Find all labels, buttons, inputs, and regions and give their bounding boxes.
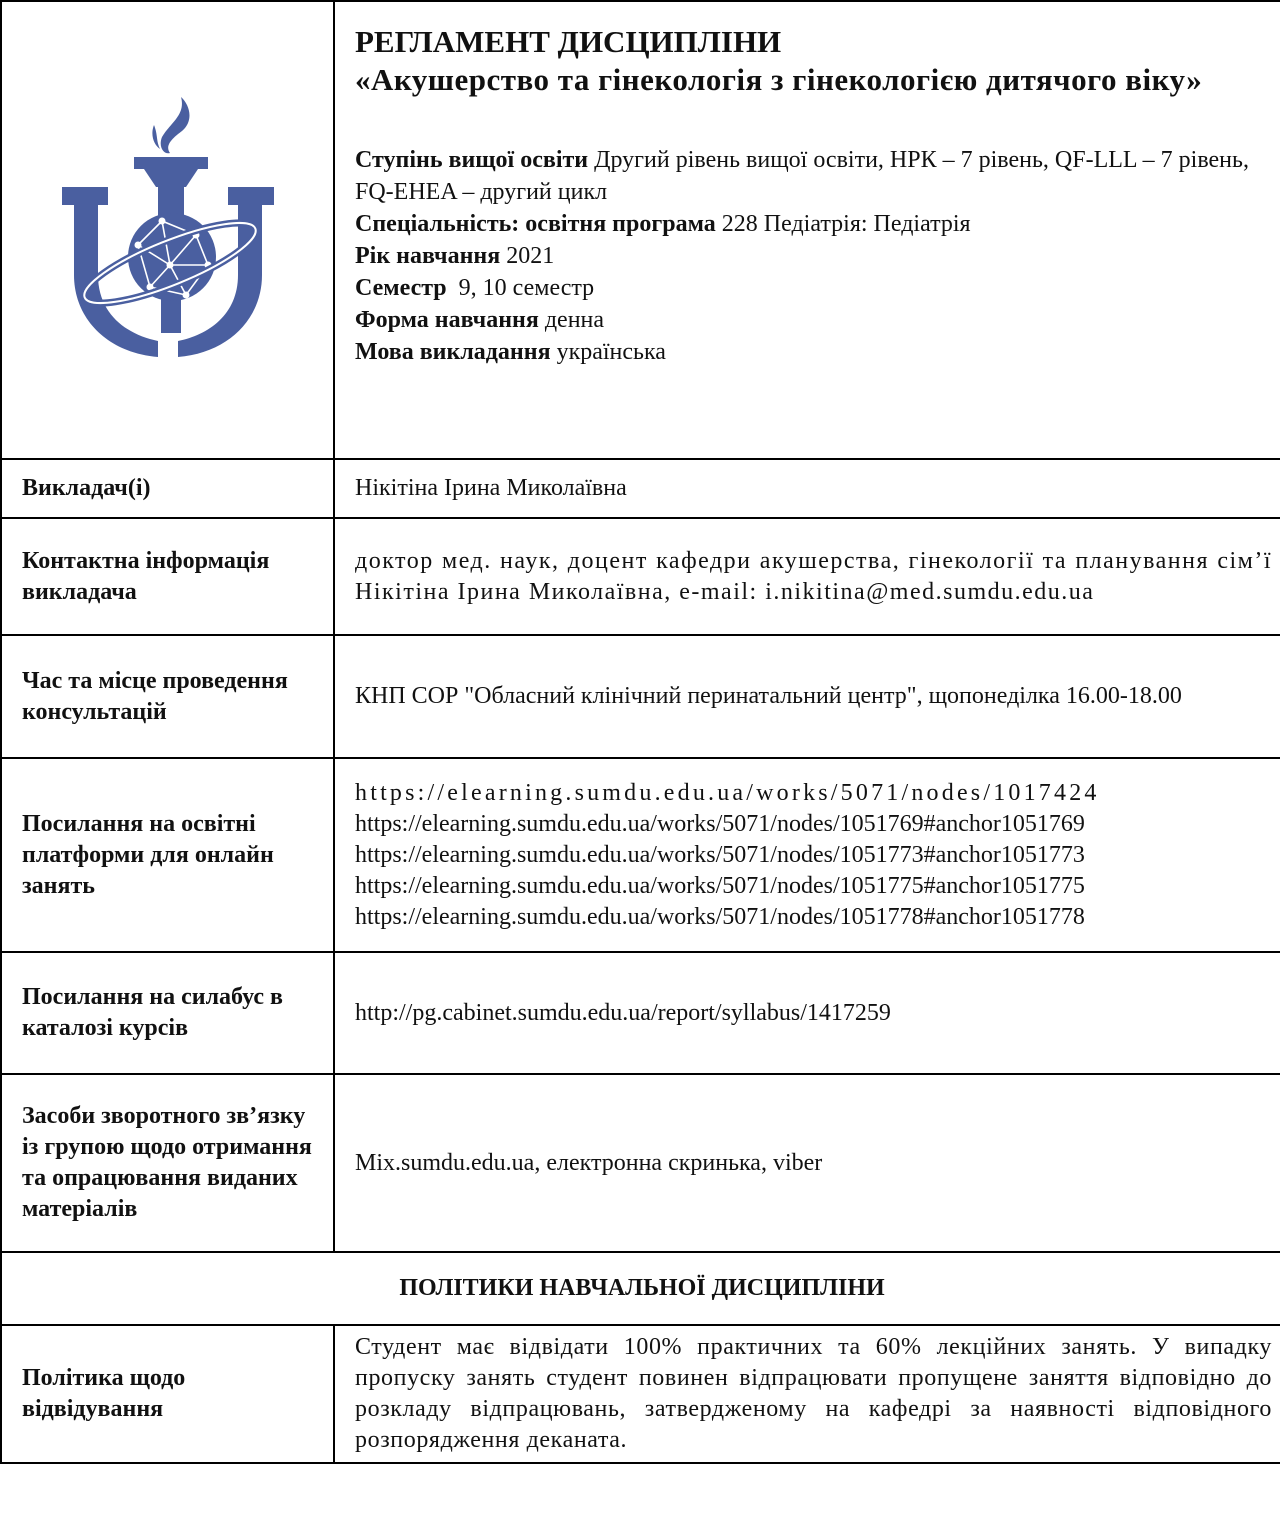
platform-link[interactable]: https://elearning.sumdu.edu.ua/works/5071/nodes/1017424 [355,779,1100,806]
university-logo-icon [58,95,278,365]
contact-row [1,518,1280,635]
course-info [355,144,1272,368]
logo-cell [1,1,334,459]
feedback-value: Mix.sumdu.edu.ua, електронна скринька, viber [334,1074,1280,1252]
info-specialty: Спеціальність: освітня програма 228 Педіатрія: Педіатрія [355,211,971,237]
attendance-label: Політика щодо відвідування [1,1325,334,1463]
platforms-label: Посилання на освітні платформи для онлайн занять [1,758,334,952]
header-row [1,1,1280,459]
platform-link[interactable]: https://elearning.sumdu.edu.ua/works/5071/nodes/1051769#anchor1051769 [355,810,1085,837]
course-title: «Акушерство та гінекологія з гінекологією дитячого віку» [355,62,1203,97]
info-semester: Семестр 9, 10 семестр [355,275,595,301]
platform-links [334,758,1280,952]
teacher-row [1,459,1280,518]
syllabus-row [1,952,1280,1074]
platform-link[interactable]: https://elearning.sumdu.edu.ua/works/5071/nodes/1051778#anchor1051778 [355,903,1085,930]
info-study-form: Форма навчання денна [355,307,605,333]
policies-heading: ПОЛІТИКИ НАВЧАЛЬНОЇ ДИСЦИПЛІНИ [1,1252,1280,1325]
info-year: Рік навчання 2021 [355,243,555,269]
teacher-value: Нікітіна Ірина Миколаївна [334,459,1280,518]
contact-label: Контактна інформація викладача [1,518,334,635]
syllabus-label: Посилання на силабус в каталозі курсів [1,952,334,1074]
contact-value: доктор мед. наук, доцент кафедри акушерства, гінекології та планування сім’ї Нікітіна Ірина Миколаївна, e-mail: i.nikitina@med.sumdu.edu.ua [334,518,1280,635]
policies-heading-row [1,1252,1280,1325]
attendance-row [1,1325,1280,1463]
consultation-label: Час та місце проведення консультацій [1,635,334,758]
info-language: Мова викладання українська [355,339,666,365]
info-degree: Ступінь вищої освіти Другий рівень вищої освіти, НРК – 7 рівень, QF-LLL – 7 рівень, FQ-EHEA – другий цикл [355,147,1249,205]
platform-link[interactable]: https://elearning.sumdu.edu.ua/works/5071/nodes/1051775#anchor1051775 [355,872,1085,899]
consultation-row [1,635,1280,758]
teacher-label: Викладач(і) [1,459,334,518]
platforms-row [1,758,1280,952]
syllabus-link[interactable]: http://pg.cabinet.sumdu.edu.ua/report/syllabus/1417259 [334,952,1280,1074]
attendance-value: Студент має відвідати 100% практичних та 60% лекційних занять. У випадку пропуску занять студент повинен відпрацювати пропущене заняття відповідно до розкладу відпрацювань, затвердженому на кафедрі за наявності відповідного розпорядження деканата. [334,1325,1280,1463]
platform-link[interactable]: https://elearning.sumdu.edu.ua/works/5071/nodes/1051773#anchor1051773 [355,841,1085,868]
consultation-value: КНП СОР "Обласний клінічний перинатальний центр", щопонеділка 16.00-18.00 [334,635,1280,758]
feedback-label: Засоби зворотного зв’язку із групою щодо отримання та опрацювання виданих матеріалів [1,1074,334,1252]
feedback-row [1,1074,1280,1252]
document-title: РЕГЛАМЕНТ ДИСЦИПЛІНИ [355,24,782,59]
header-cell [334,1,1280,459]
